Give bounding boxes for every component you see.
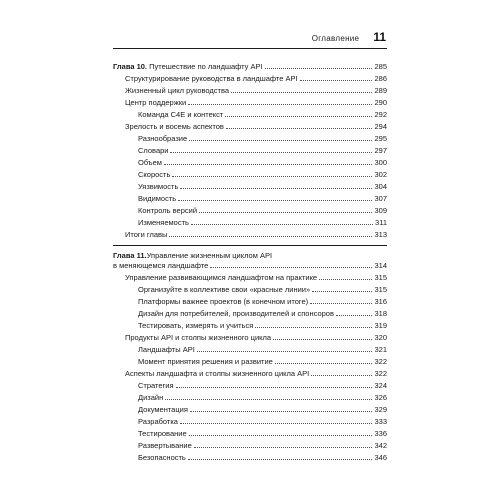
toc-entry-title: Объем <box>138 158 162 167</box>
toc-entry[interactable] <box>113 131 387 143</box>
dot-leader <box>180 423 373 424</box>
dot-leader <box>165 399 372 400</box>
toc-entry-page: 322 <box>374 369 387 378</box>
toc-entry-page: 319 <box>374 321 387 330</box>
page-number: 11 <box>373 30 386 44</box>
toc-entry-title: Разнообразие <box>138 134 188 143</box>
dot-leader <box>169 236 372 237</box>
toc-entry[interactable] <box>113 83 387 95</box>
toc-entry[interactable] <box>113 318 387 330</box>
toc-entry[interactable] <box>113 402 387 414</box>
toc-entry-title: Скорость <box>138 170 171 179</box>
toc-entry-page: 342 <box>374 441 387 450</box>
toc-entry-page: 333 <box>374 417 387 426</box>
toc-entry-title: Уязвимость <box>138 182 179 191</box>
chapter-10-page: 285 <box>374 62 387 71</box>
toc-entry[interactable] <box>113 203 387 215</box>
toc-entry[interactable] <box>113 71 387 83</box>
toc-entry-page: 300 <box>374 158 387 167</box>
toc-entry[interactable] <box>113 227 387 239</box>
toc-entry-page: 286 <box>374 74 387 83</box>
toc-entry-title: Платформы важнее проектов (в конечном итоге) <box>138 297 309 306</box>
dot-leader <box>189 435 373 436</box>
table-of-contents <box>113 59 387 462</box>
toc-entry-title: Стратегия <box>138 381 174 390</box>
dot-leader <box>275 363 373 364</box>
toc-entry-page: 294 <box>374 122 387 131</box>
dot-leader <box>336 315 373 316</box>
toc-entry-page: 322 <box>374 357 387 366</box>
toc-entry-page: 324 <box>374 381 387 390</box>
toc-entry-title: Изменяемость <box>138 218 189 227</box>
toc-entry-page: 309 <box>374 206 387 215</box>
toc-entry[interactable] <box>113 215 387 227</box>
toc-entry-page: 316 <box>374 297 387 306</box>
toc-chapter-11-title-line1[interactable] <box>113 248 387 260</box>
toc-entry[interactable] <box>113 191 387 203</box>
toc-entry-page: 346 <box>374 453 387 462</box>
toc-entry-title: Момент принятия решения и развитие <box>138 357 273 366</box>
dot-leader <box>210 267 372 268</box>
dot-leader <box>172 176 372 177</box>
toc-entry[interactable] <box>113 107 387 119</box>
toc-entry-page: 304 <box>374 182 387 191</box>
toc-entry-title: Развертывание <box>138 441 192 450</box>
dot-leader <box>197 351 373 352</box>
toc-entry[interactable] <box>113 294 387 306</box>
dot-leader <box>190 411 373 412</box>
toc-entry-page: 302 <box>374 170 387 179</box>
toc-entry-title: Управление развивающимся ландшафтом на практике <box>125 273 318 282</box>
dot-leader <box>311 375 372 376</box>
toc-entry[interactable] <box>113 95 387 107</box>
toc-entry[interactable] <box>113 366 387 378</box>
dot-leader <box>164 164 373 165</box>
dot-leader <box>273 339 372 340</box>
toc-entry-page: 307 <box>374 194 387 203</box>
toc-entry-page: 315 <box>374 273 387 282</box>
toc-entry[interactable] <box>113 378 387 390</box>
dot-leader <box>255 327 372 328</box>
dot-leader <box>312 291 372 292</box>
toc-entry-title: Зрелость и восемь аспектов <box>125 122 224 131</box>
toc-entry-title: Структурирование руководства в ландшафте API <box>125 74 298 83</box>
toc-entry[interactable] <box>113 143 387 155</box>
toc-entry-title: Итоги главы <box>125 230 168 239</box>
toc-entry-page: 295 <box>374 134 387 143</box>
dot-leader <box>178 200 372 201</box>
toc-entry[interactable] <box>113 167 387 179</box>
dot-leader <box>170 152 372 153</box>
chapter-11-page: 314 <box>374 261 387 270</box>
toc-entry-title: Жизненный цикл руководства <box>125 86 230 95</box>
dot-leader <box>189 140 372 141</box>
toc-entry-title: Разработка <box>138 417 178 426</box>
toc-entry-title: Организуйте в коллективе свои «красные линии» <box>138 285 311 294</box>
dot-leader <box>226 128 373 129</box>
chapter-10-entries <box>113 71 387 239</box>
toc-entry-page: 297 <box>374 146 387 155</box>
dot-leader <box>265 68 373 69</box>
dot-leader <box>188 459 373 460</box>
chapter-10-title: Путешествие по ландшафту API <box>147 62 263 71</box>
toc-entry[interactable] <box>113 179 387 191</box>
dot-leader <box>191 224 373 225</box>
chapter-11-title-line2: в меняющемся ландшафте <box>113 261 209 270</box>
toc-entry-title: Дизайн <box>138 393 164 402</box>
toc-entry[interactable] <box>113 354 387 366</box>
chapter-11-title-line1: Управление жизненным циклом API <box>146 251 273 260</box>
running-header <box>312 30 386 44</box>
toc-entry-page: 313 <box>374 230 387 239</box>
toc-entry-title: Словари <box>138 146 169 155</box>
toc-entry-page: 315 <box>374 285 387 294</box>
toc-entry-title: Видимость <box>138 194 177 203</box>
toc-entry-title: Центр поддержки <box>125 98 187 107</box>
toc-chapter-10[interactable] <box>113 59 387 71</box>
toc-entry-title: Продукты API и столпы жизненного цикла <box>125 333 272 342</box>
toc-entry-title: Ландшафты API <box>138 345 195 354</box>
toc-entry[interactable] <box>113 390 387 402</box>
toc-entry-title: Аспекты ландшафта и столпы жизненного цикла API <box>125 369 310 378</box>
toc-entry-page: 320 <box>374 333 387 342</box>
toc-entry-page: 318 <box>374 309 387 318</box>
toc-entry-title: Тестирование <box>138 429 187 438</box>
toc-entry[interactable] <box>113 330 387 342</box>
toc-entry-page: 329 <box>374 405 387 414</box>
toc-entry[interactable] <box>113 414 387 426</box>
running-header-title: Оглавление <box>311 34 360 43</box>
toc-entry[interactable] <box>113 450 387 462</box>
toc-entry-title: Безопасность <box>138 453 186 462</box>
dot-leader <box>319 279 372 280</box>
toc-entry-page: 326 <box>374 393 387 402</box>
chapter-divider <box>113 245 387 246</box>
header-rule <box>113 48 387 49</box>
toc-entry[interactable] <box>113 342 387 354</box>
toc-entry-title: Тестировать, измерять и учиться <box>138 321 254 330</box>
toc-entry[interactable] <box>113 438 387 450</box>
dot-leader <box>231 92 372 93</box>
chapter-10-label: Глава 10. <box>113 62 148 71</box>
toc-entry-title: Контроль версий <box>138 206 198 215</box>
toc-entry-page: 292 <box>374 110 387 119</box>
dot-leader <box>194 447 373 448</box>
toc-entry[interactable] <box>113 270 387 282</box>
chapter-11-entries <box>113 270 387 462</box>
toc-entry[interactable] <box>113 155 387 167</box>
dot-leader <box>225 116 372 117</box>
chapter-11-label: Глава 11. <box>113 251 147 260</box>
dot-leader <box>176 387 373 388</box>
dot-leader <box>188 104 372 105</box>
dot-leader <box>300 80 373 81</box>
toc-entry-page: 289 <box>374 86 387 95</box>
toc-entry-page: 311 <box>375 218 387 227</box>
dot-leader <box>310 303 372 304</box>
toc-entry[interactable] <box>113 282 387 294</box>
toc-entry-page: 321 <box>374 345 387 354</box>
toc-entry-title: Документация <box>138 405 188 414</box>
dot-leader <box>199 212 372 213</box>
toc-entry-title: Дизайн для потребителей, производителей и спонсоров <box>138 309 334 318</box>
toc-entry-page: 290 <box>374 98 387 107</box>
dot-leader <box>180 188 372 189</box>
toc-entry-title: Команда C4E и контекст <box>138 110 224 119</box>
toc-entry[interactable] <box>113 306 387 318</box>
toc-chapter-11[interactable] <box>113 260 387 270</box>
toc-entry[interactable] <box>113 426 387 438</box>
toc-entry[interactable] <box>113 119 387 131</box>
toc-entry-page: 336 <box>374 429 387 438</box>
